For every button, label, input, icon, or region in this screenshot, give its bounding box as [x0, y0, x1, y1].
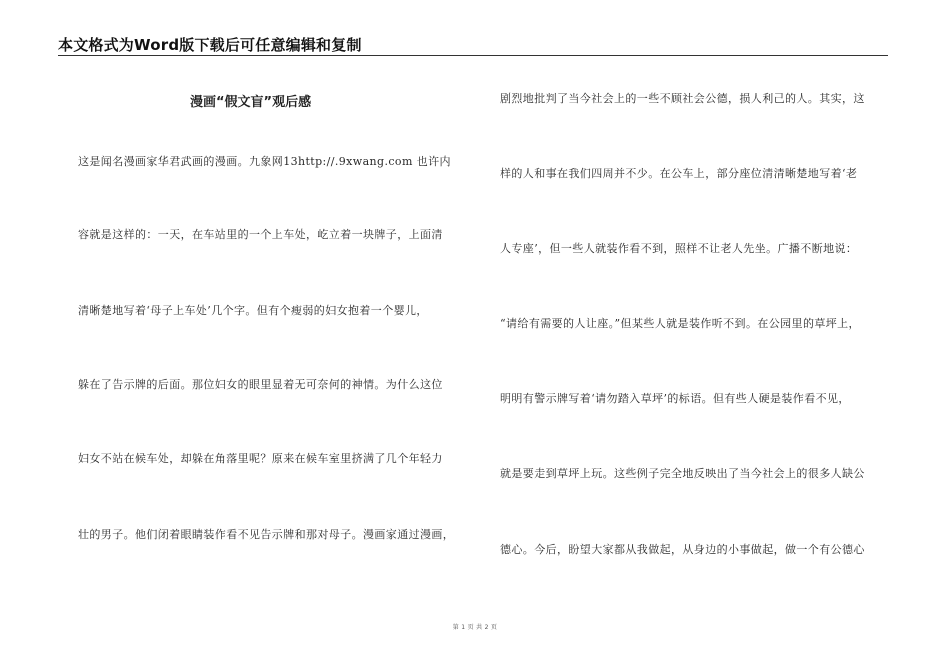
left-line-2: 容就是这样的：一天，在车站里的一个上车处，屹立着一块牌子，上面清: [78, 228, 443, 241]
document-banner: 本文格式为Word版下载后可任意编辑和复制: [58, 36, 362, 54]
right-line-6: 就是要走到草坪上玩。这些例子完全地反映出了当今社会上的很多人缺公: [500, 467, 865, 480]
right-line-7: 德心。今后，盼望大家都从我做起，从身边的小事做起，做一个有公德心: [500, 543, 865, 556]
page-number: 第 1 页 共 2 页: [452, 624, 498, 631]
left-line-3: 清晰楚地写着‘母子上车处’几个字。但有个瘦弱的妇女抱着一个婴儿，: [78, 304, 428, 317]
left-line-6: 壮的男子。他们闭着眼睛装作看不见告示牌和那对母子。漫画家通过漫画，: [78, 528, 455, 541]
right-line-1: 剧烈地批判了当今社会上的一些不顾社会公德，损人利己的人。其实，这: [500, 92, 865, 105]
left-line-4: 躲在了告示牌的后面。那位妇女的眼里显着无可奈何的神情。为什么这位: [78, 378, 443, 391]
banner-divider: [58, 55, 888, 56]
right-line-5: 明明有警示牌写着‘请勿踏入草坪’的标语。但有些人硬是装作看不见，: [500, 392, 850, 405]
right-line-2: 样的人和事在我们四周并不少。在公车上，部分座位清清晰楚地写着‘老: [500, 167, 858, 180]
right-line-3: 人专座’，但一些人就装作看不到，照样不让老人先坐。广播不断地说：: [500, 242, 858, 255]
left-line-5: 妇女不站在候车处，却躲在角落里呢？原来在候车室里挤满了几个年轻力: [78, 452, 443, 465]
article-title: 漫画“假文盲”观后感: [190, 95, 312, 110]
left-line-1: 这是闻名漫画家华君武画的漫画。九象网13http://.9xwang.com 也许内: [78, 155, 451, 168]
right-line-4: “请给有需要的人让座。”但某些人就是装作听不到。在公园里的草坪上，: [500, 317, 860, 330]
